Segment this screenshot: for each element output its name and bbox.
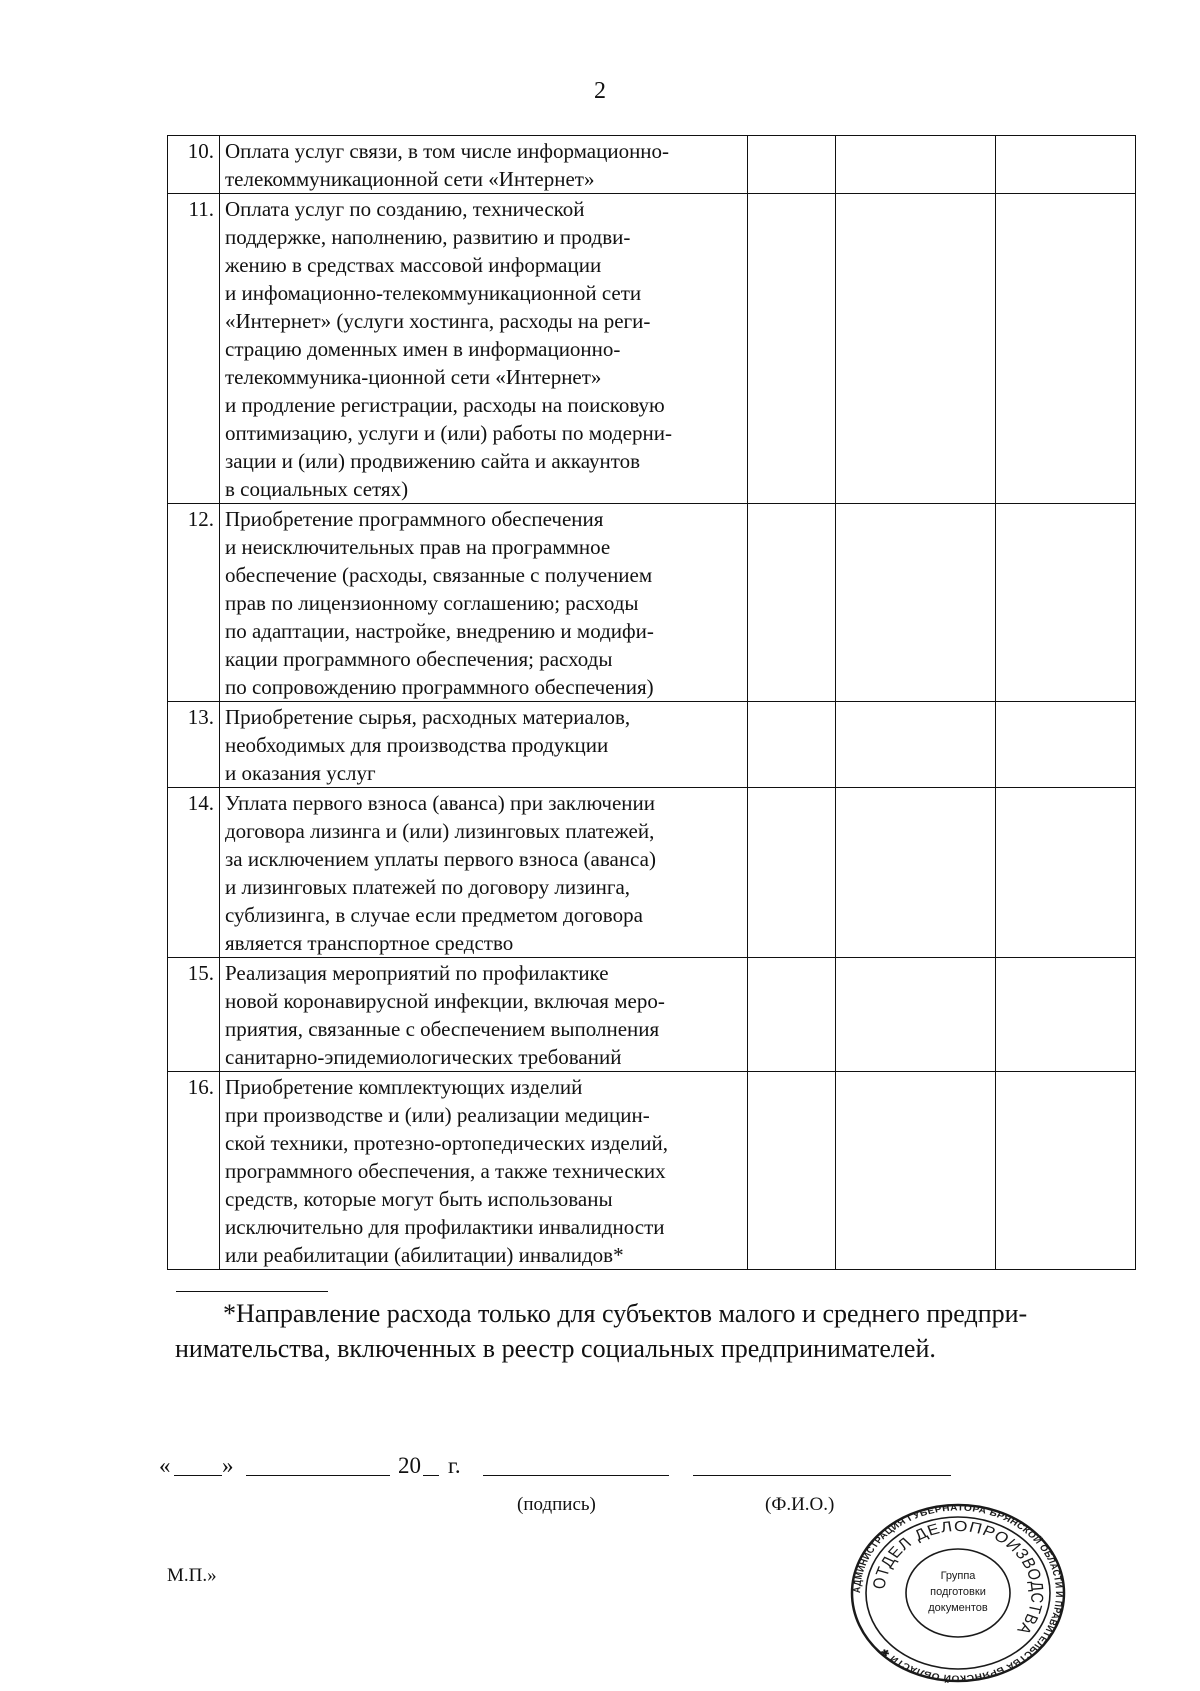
- empty-cell-a: [748, 788, 836, 958]
- description-line: в социальных сетях): [225, 477, 409, 501]
- caption-name: (Ф.И.О.): [765, 1494, 835, 1515]
- empty-cell-a: [748, 194, 836, 504]
- description-line: и неисключительных прав на программное: [225, 535, 611, 559]
- empty-cell-c: [996, 958, 1136, 1072]
- empty-cell-a: [748, 504, 836, 702]
- description-line: сублизинга, в случае если предметом договора: [225, 903, 643, 927]
- description-line: и инфомационно-телекоммуникационной сети: [225, 281, 642, 305]
- description-line: исключительно для профилактики инвалидности: [225, 1215, 665, 1239]
- empty-cell-b: [836, 958, 996, 1072]
- empty-cell-b: [836, 702, 996, 788]
- empty-cell-b: [836, 504, 996, 702]
- description-line: и продление регистрации, расходы на поисковую: [225, 393, 665, 417]
- description-line: Приобретение комплектующих изделий: [225, 1075, 583, 1099]
- description-line: Приобретение программного обеспечения: [225, 507, 604, 531]
- empty-cell-b: [836, 1072, 996, 1270]
- empty-cell-a: [748, 958, 836, 1072]
- empty-cell-b: [836, 136, 996, 194]
- description-line: при производстве и (или) реализации медицин-: [225, 1103, 650, 1127]
- expense-description: [220, 702, 748, 788]
- description-line: поддержке, наполнению, развитию и продви-: [225, 225, 631, 249]
- description-line: приятия, связанные с обеспечением выполнения: [225, 1017, 660, 1041]
- table-row: [168, 194, 1136, 504]
- description-line: по сопровождению программного обеспечения): [225, 675, 654, 699]
- stamp-outer-text: АДМИНИСТРАЦИЯ ГУБЕРНАТОРА БРЯНСКОЙ ОБЛАСТИ И ПРАВИТЕЛЬСТВА БРЯНСКОЙ ОБЛАСТИ ✱: [850, 1503, 1066, 1683]
- empty-cell-a: [748, 1072, 836, 1270]
- empty-cell-a: [748, 702, 836, 788]
- description-line: обеспечение (расходы, связанные с получением: [225, 563, 653, 587]
- description-line: Оплата услуг по созданию, технической: [225, 197, 585, 221]
- month-blank: [246, 1475, 390, 1476]
- description-line: телекоммуникационной сети «Интернет»: [225, 167, 595, 191]
- year-suffix: г.: [448, 1453, 461, 1478]
- description-line: жению в средствах массовой информации: [225, 253, 602, 277]
- empty-cell-b: [836, 194, 996, 504]
- row-number: 13.: [168, 702, 220, 788]
- empty-cell-c: [996, 1072, 1136, 1270]
- year-blank: [423, 1475, 439, 1476]
- empty-cell-c: [996, 136, 1136, 194]
- footnote-line-2: нимательства, включенных в реестр социальных предпринимателей.: [175, 1334, 936, 1363]
- empty-cell-c: [996, 702, 1136, 788]
- name-blank: [693, 1475, 951, 1476]
- description-line: Реализация мероприятий по профилактике: [225, 961, 609, 985]
- signature-blank: [483, 1475, 669, 1476]
- description-line: программного обеспечения, а также технических: [225, 1159, 666, 1183]
- description-line: телекоммуника-ционной сети «Интернет»: [225, 365, 602, 389]
- description-line: санитарно-эпидемиологических требований: [225, 1045, 622, 1069]
- expense-description: [220, 194, 748, 504]
- table-row: [168, 702, 1136, 788]
- table-row: [168, 504, 1136, 702]
- row-number: 12.: [168, 504, 220, 702]
- description-line: является транспортное средство: [225, 931, 514, 955]
- empty-cell-c: [996, 504, 1136, 702]
- table-row: [168, 136, 1136, 194]
- description-line: необходимых для производства продукции: [225, 733, 609, 757]
- description-line: договора лизинга и (или) лизинговых платежей,: [225, 819, 655, 843]
- mp-label: М.П.»: [167, 1565, 217, 1586]
- date-open-quote: «: [159, 1453, 171, 1478]
- table-row: [168, 1072, 1136, 1270]
- description-line: оптимизацию, услуги и (или) работы по модерни-: [225, 421, 672, 445]
- row-number: 16.: [168, 1072, 220, 1270]
- expense-table: [167, 135, 1136, 1270]
- stamp-center-line-2: подготовки: [930, 1586, 986, 1598]
- description-line: и лизинговых платежей по договору лизинга,: [225, 875, 631, 899]
- description-line: Приобретение сырья, расходных материалов,: [225, 705, 631, 729]
- description-line: или реабилитации (абилитации) инвалидов*: [225, 1243, 624, 1267]
- expense-description: [220, 504, 748, 702]
- stamp-inner-text: ОТДЕЛ ДЕЛОПРОИЗВОДСТВА: [869, 1518, 1047, 1638]
- day-blank: [174, 1475, 222, 1476]
- description-line: за исключением уплаты первого взноса (аванса): [225, 847, 656, 871]
- official-stamp: [848, 1503, 1068, 1683]
- description-line: зации и (или) продвижению сайта и аккаунтов: [225, 449, 641, 473]
- description-line: и оказания услуг: [225, 761, 376, 785]
- description-line: кации программного обеспечения; расходы: [225, 647, 613, 671]
- description-line: страцию доменных имен в информационно-: [225, 337, 621, 361]
- description-line: прав по лицензионному соглашению; расходы: [225, 591, 639, 615]
- empty-cell-b: [836, 788, 996, 958]
- table-row: [168, 958, 1136, 1072]
- page-number: 2: [594, 78, 606, 104]
- empty-cell-a: [748, 136, 836, 194]
- stamp-center-line-3: документов: [928, 1602, 988, 1614]
- expense-description: [220, 788, 748, 958]
- empty-cell-c: [996, 194, 1136, 504]
- description-line: средств, которые могут быть использованы: [225, 1187, 613, 1211]
- expense-description: [220, 1072, 748, 1270]
- description-line: Оплата услуг связи, в том числе информационно-: [225, 139, 670, 163]
- row-number: 10.: [168, 136, 220, 194]
- description-line: по адаптации, настройке, внедрению и модифи-: [225, 619, 654, 643]
- description-line: новой коронавирусной инфекции, включая меро-: [225, 989, 665, 1013]
- description-line: «Интернет» (услуги хостинга, расходы на реги-: [225, 309, 651, 333]
- empty-cell-c: [996, 788, 1136, 958]
- signature-row: [0, 1453, 1200, 1493]
- caption-signature: (подпись): [517, 1494, 596, 1515]
- year-prefix: 20: [398, 1453, 421, 1478]
- footnote: [175, 1296, 1135, 1366]
- description-line: ской техники, протезно-ортопедических изделий,: [225, 1131, 668, 1155]
- expense-description: [220, 136, 748, 194]
- row-number: 14.: [168, 788, 220, 958]
- expense-table-body: [168, 136, 1136, 1270]
- table-row: [168, 788, 1136, 958]
- row-number: 15.: [168, 958, 220, 1072]
- row-number: 11.: [168, 194, 220, 504]
- footnote-rule: [176, 1291, 328, 1292]
- stamp-center-line-1: Группа: [940, 1570, 976, 1582]
- expense-description: [220, 958, 748, 1072]
- description-line: Уплата первого взноса (аванса) при заключении: [225, 791, 655, 815]
- date-close-quote: »: [222, 1453, 234, 1478]
- footnote-line-1: *Направление расхода только для субъектов малого и среднего предпри-: [223, 1299, 1028, 1328]
